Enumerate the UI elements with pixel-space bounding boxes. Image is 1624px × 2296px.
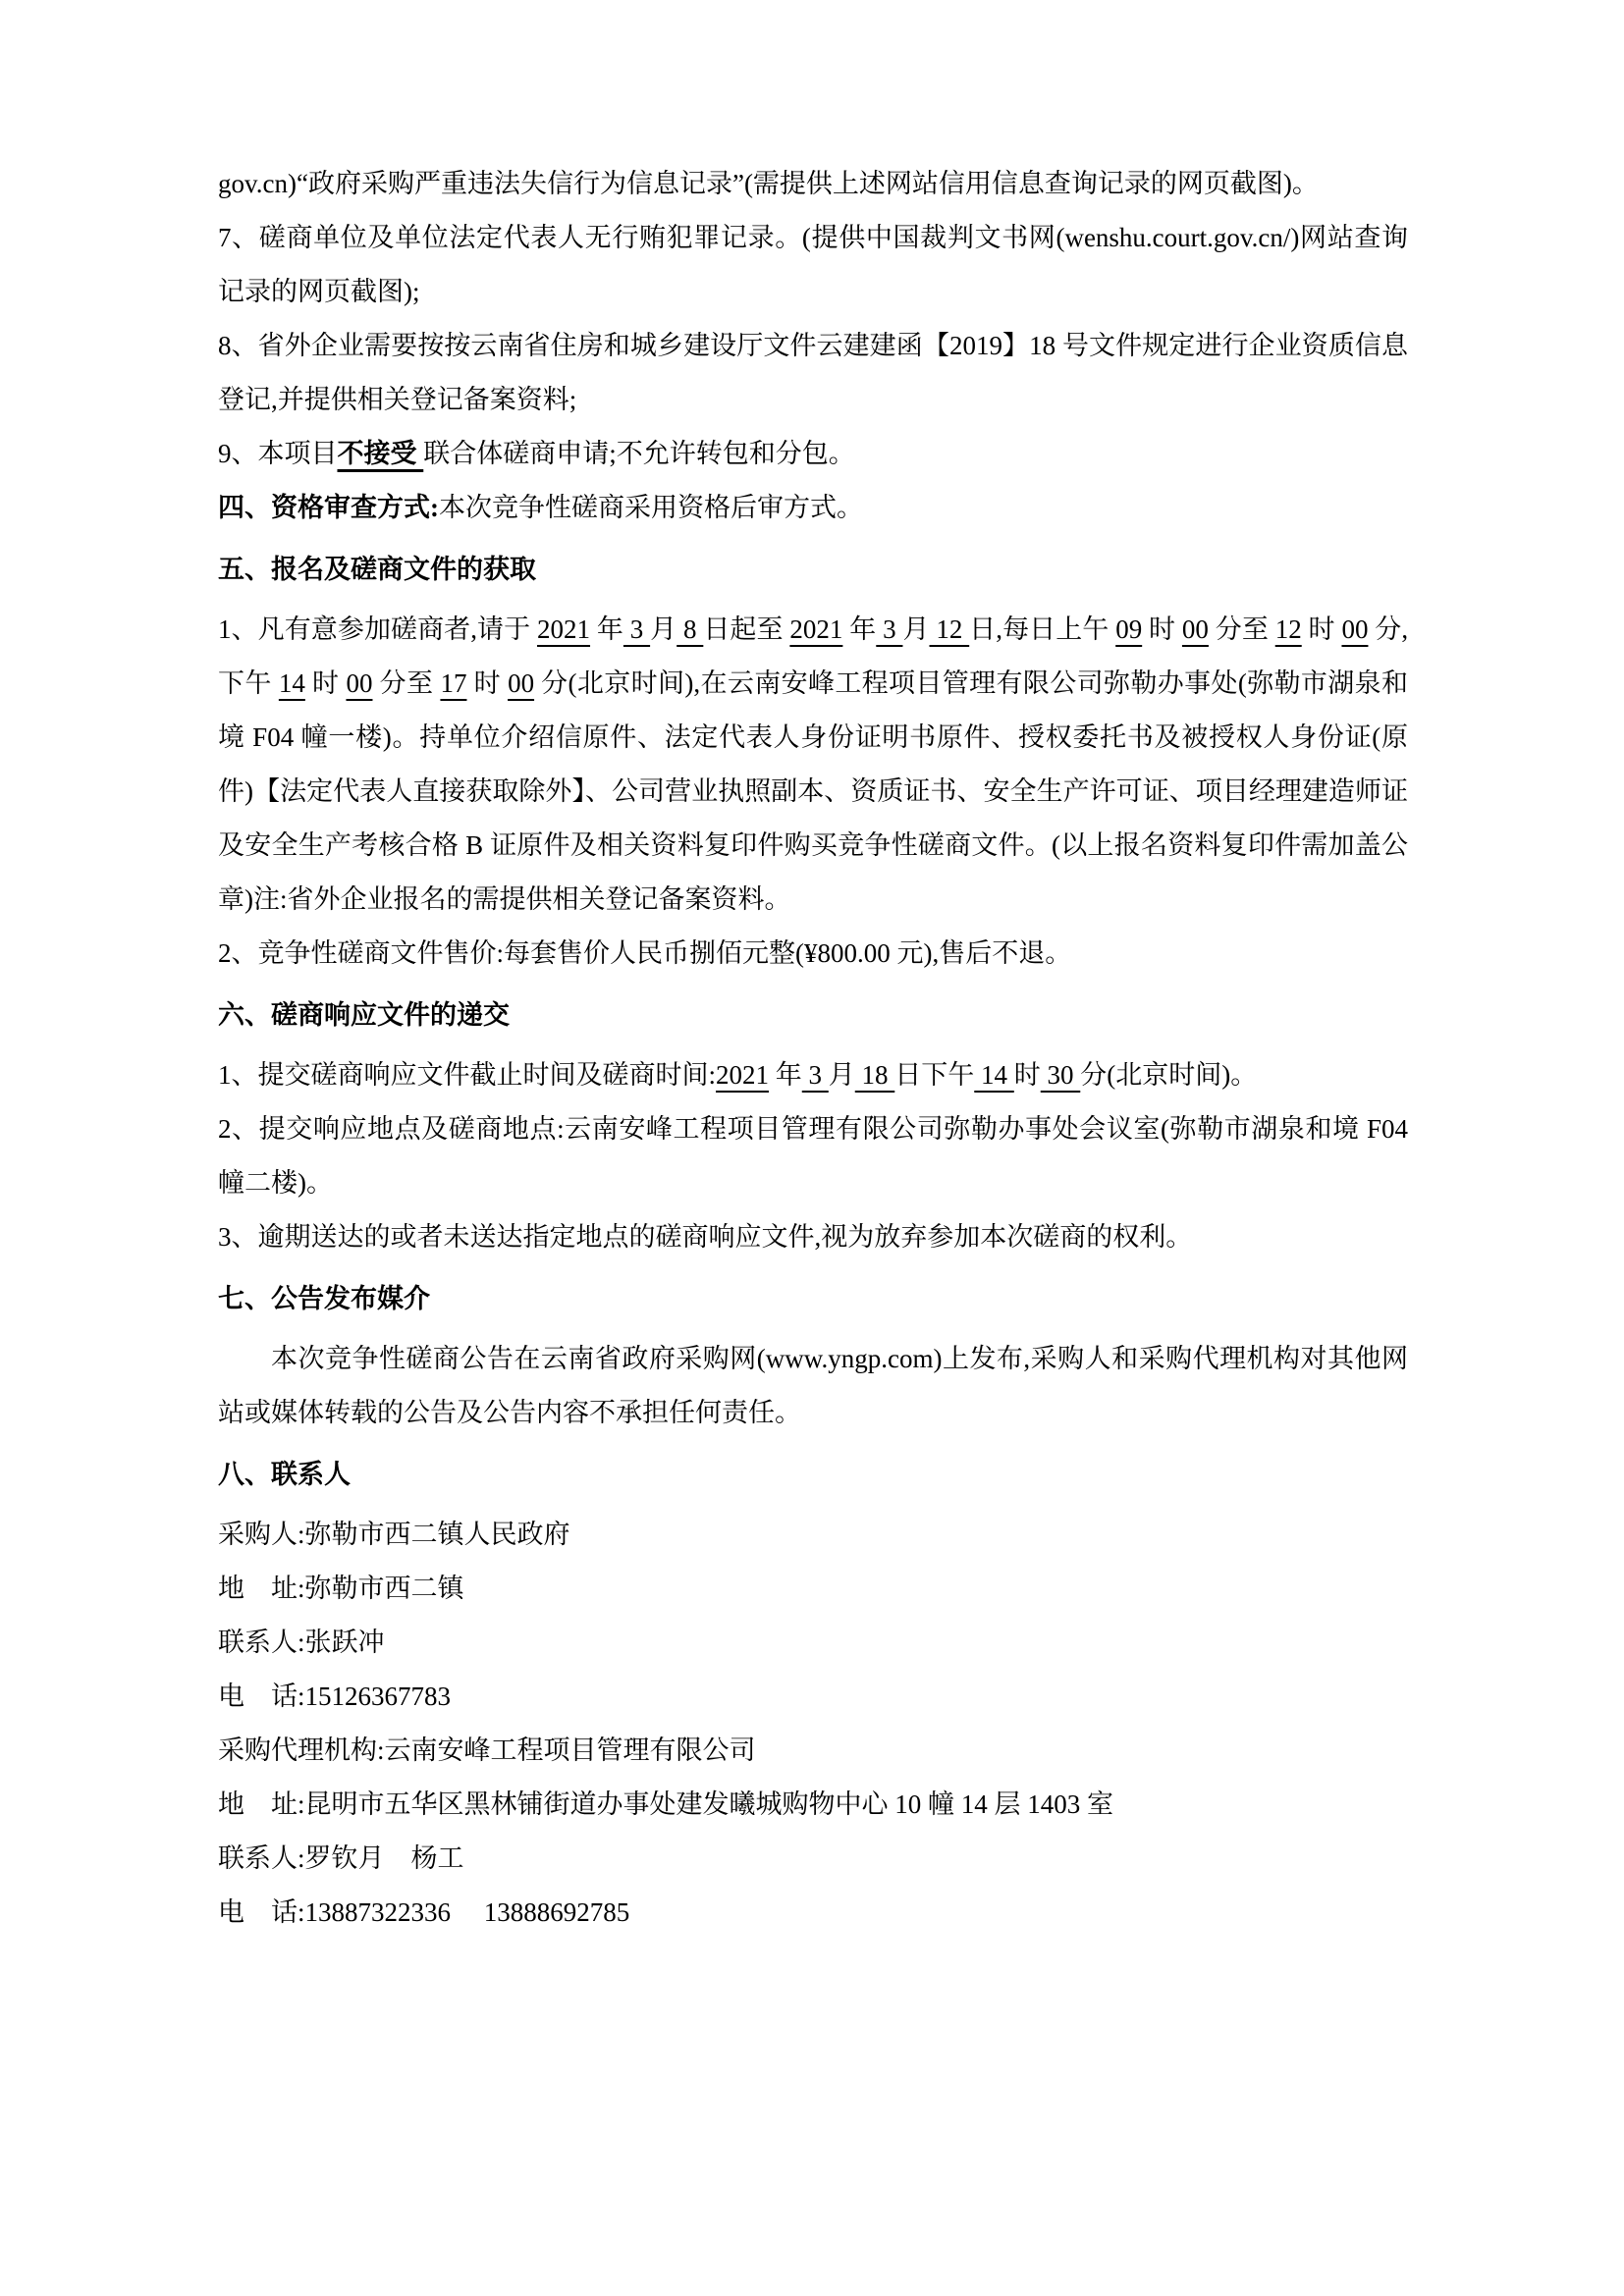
text-run: 联系人:罗钦月 杨工 (218, 1843, 464, 1873)
underlined-text: 14 (278, 668, 305, 698)
text-run: 2、提交响应地点及磋商地点:云南安峰工程项目管理有限公司弥勒办事处会议室(弥勒市湖泉和境 F04 幢二楼)。 (218, 1114, 1415, 1198)
text-run: 电 话:13887322336 13888692785 (218, 1897, 630, 1927)
underlined-text: 00 (508, 668, 535, 698)
paragraph (218, 1210, 1408, 1264)
bold-text: 七、公告发布媒介 (218, 1284, 430, 1313)
underlined-text: 17 (440, 668, 467, 698)
text-run: 日起至 (703, 614, 790, 644)
text-run: 本次竞争性磋商公告在云南省政府采购网(www.yngp.com)上发布,采购人和采购代理机构对其他网站或媒体转载的公告及公告内容不承担任何责任。 (218, 1344, 1408, 1427)
paragraph (218, 1508, 1408, 1562)
text-run: 分,下午 (218, 614, 1409, 698)
text-run: 采购代理机构:云南安峰工程项目管理有限公司 (218, 1735, 756, 1765)
text-run: 1、提交磋商响应文件截止时间及磋商时间: (218, 1060, 717, 1090)
text-run: 联系人:张跃冲 (218, 1628, 385, 1657)
underlined-text: 8 (677, 614, 704, 644)
section-heading (218, 543, 1408, 597)
underlined-text: 00 (1341, 614, 1369, 644)
underlined-text: 不接受 (337, 439, 424, 468)
text-run: 分(北京时间)。 (1080, 1060, 1258, 1090)
text-run: 分至 (372, 668, 441, 698)
bold-text: 四、资格审查方式: (218, 493, 439, 522)
text-run: 联合体磋商申请;不允许转包和分包。 (423, 439, 855, 468)
section-heading (218, 1272, 1408, 1326)
underlined-text: 3 (801, 1060, 829, 1090)
text-run: 地 址:弥勒市西二镇 (218, 1574, 464, 1603)
text-run: 年 (842, 614, 877, 644)
text-run: 年 (590, 614, 623, 644)
text-run: 时 (1142, 614, 1182, 644)
paragraph (218, 1886, 1408, 1940)
text-run: 8、省外企业需要按按云南省住房和城乡建设厅文件云建建函【2019】18 号文件规定进行企业资质信息登记,并提供相关登记备案资料; (218, 331, 1408, 414)
paragraph (218, 211, 1408, 319)
paragraph (218, 1832, 1408, 1886)
text-run: 9、本项目 (218, 439, 338, 468)
text-run: 2、竞争性磋商文件售价:每套售价人民币捌佰元整(¥800.00 元),售后不退。 (218, 938, 1072, 968)
text-run: 年 (769, 1060, 802, 1090)
text-run: 地 址:昆明市五华区黑林铺街道办事处建发曦城购物中心 10 幢 14 层 1403 室 (218, 1789, 1114, 1819)
underlined-text: 3 (623, 614, 651, 644)
text-run: 时 (1013, 1060, 1041, 1090)
paragraph (218, 1102, 1415, 1210)
text-run: 月 (650, 614, 677, 644)
paragraph (218, 1562, 1408, 1616)
text-run: 时 (304, 668, 347, 698)
text-run: 分至 (1208, 614, 1275, 644)
bold-text: 八、联系人 (218, 1460, 351, 1489)
text-run: gov.cn)“政府采购严重违法失信行为信息记录”(需提供上述网站信用信息查询记录的网页截图)。 (218, 169, 1319, 198)
text-run: 分(北京时间),在云南安峰工程项目管理有限公司弥勒办事处(弥勒市湖泉和境 F04 幢一楼)。持单位介绍信原件、法定代表人身份证明书原件、授权委托书及被授权人身份证(原件)【法定代表人直接获取除外】、公司营业执照副本、资质证书、安全生产许可证、项目经理建造师证及安全生产考核合格 B 证原件及相关资料复印件购买竞争性磋商文件。(以上报名资料复印件需加盖公章)注:省外企业报名的需提供相关登记备案资料。 (218, 668, 1409, 914)
paragraph (218, 157, 1408, 211)
paragraph (218, 481, 1408, 535)
section-heading (218, 988, 1408, 1042)
paragraph (218, 1724, 1408, 1778)
text-run: 时 (466, 668, 509, 698)
document-content (218, 157, 1415, 1940)
paragraph (218, 603, 1408, 927)
text-run: 1、凡有意参加磋商者,请于 (218, 614, 538, 644)
text-run: 本次竞争性磋商采用资格后审方式。 (439, 493, 863, 522)
paragraph (218, 1778, 1408, 1832)
underlined-text: 2021 (537, 614, 591, 644)
text-run: 日下午 (894, 1060, 975, 1090)
paragraph (218, 427, 1408, 481)
section-heading (218, 1448, 1408, 1502)
underlined-text: 2021 (789, 614, 843, 644)
text-run: 3、逾期送达的或者未送达指定地点的磋商响应文件,视为放弃参加本次磋商的权利。 (218, 1222, 1193, 1252)
paragraph (218, 1332, 1408, 1440)
underlined-text: 2021 (716, 1060, 770, 1090)
paragraph (218, 1616, 1408, 1670)
underlined-text: 09 (1115, 614, 1143, 644)
text-run: 日,每日上午 (969, 614, 1116, 644)
paragraph (218, 1670, 1408, 1724)
underlined-text: 00 (1181, 614, 1209, 644)
underlined-text: 30 (1040, 1060, 1081, 1090)
paragraph (218, 927, 1408, 981)
text-run: 7、磋商单位及单位法定代表人无行贿犯罪记录。(提供中国裁判文书网(wenshu.court.gov.cn/)网站查询记录的网页截图); (218, 223, 1408, 306)
underlined-text: 12 (1274, 614, 1302, 644)
bold-text: 六、磋商响应文件的递交 (218, 1000, 510, 1030)
underlined-text: 3 (876, 614, 903, 644)
text-run: 月 (902, 614, 930, 644)
paragraph (218, 319, 1408, 427)
text-run: 时 (1301, 614, 1342, 644)
bold-text: 五、报名及磋商文件的获取 (218, 555, 536, 584)
underlined-text: 12 (929, 614, 970, 644)
paragraph (218, 1048, 1408, 1102)
text-run: 采购人:弥勒市西二镇人民政府 (218, 1520, 570, 1549)
text-run: 电 话:15126367783 (218, 1682, 452, 1711)
underlined-text: 18 (854, 1060, 895, 1090)
underlined-text: 00 (346, 668, 373, 698)
text-run: 月 (828, 1060, 855, 1090)
underlined-text: 14 (974, 1060, 1014, 1090)
